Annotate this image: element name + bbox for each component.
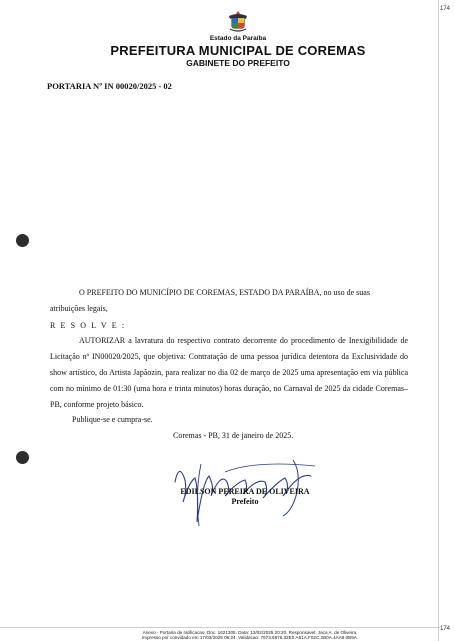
intro-paragraph-line2: atribuições legais, xyxy=(50,304,108,313)
page-bottom-edge xyxy=(0,627,440,628)
signatory-role: Prefeito xyxy=(231,497,259,506)
punch-hole xyxy=(16,451,29,464)
punch-hole xyxy=(16,234,29,247)
state-name: Estado da Paraíba xyxy=(209,35,267,42)
prefeitura-title: PREFEITURA MUNICIPAL DE COREMAS xyxy=(110,43,366,58)
publique-line: Publique-se e cumpra-se. xyxy=(72,415,153,424)
footer-line1: Anexo - Portaria de ratificacao. Doc. 1621305. Data: 13/02/2025 20:20. Responsavel: Jaca A. de Oliveira. xyxy=(142,630,358,635)
coat-of-arms-icon xyxy=(226,10,250,34)
intro-paragraph-line1: O PREFEITO DO MUNICÍPIO DE COREMAS, ESTADO DA PARAÍBA, no uso de suas xyxy=(79,288,370,297)
footer-line2: Impresso por convidado em 17/03/2025 08:24. Validacao: 7673.6876.32E0.A51A.F02C.2B0A.4AA9.0B9A. xyxy=(141,635,359,640)
autorizar-paragraph: AUTORIZAR a lavratura do respectivo contrato decorrente do procedimento de Inexigibilidade de Licitação nº IN00020/2025, que objetiva: Contratação de uma pessoa jurídica detentora da Exclusividade do show artístico, do Artista Japãozin, para realizar no dia 02 de março de 2025 uma apresentação em via pública com no mínimo de 01:30 (uma hora e trinta minutos) horas duração, no Carnaval de 2025 da cidade Coremas–PB, conforme projeto básico. xyxy=(50,336,408,409)
portaria-number: PORTARIA Nº IN 00020/2025 - 02 xyxy=(47,81,172,91)
signatory-name: EDILSON PEREIRA DE OLIVEIRA xyxy=(180,487,310,496)
resolve-heading: R E S O L V E : xyxy=(50,321,126,330)
page-right-edge xyxy=(438,0,439,641)
page-number-bottom: 174 xyxy=(440,626,451,632)
page-number-top: 174 xyxy=(440,6,451,12)
gabinete-subtitle: GABINETE DO PREFEITO xyxy=(186,58,290,68)
place-and-date: Coremas - PB, 31 de janeiro de 2025. xyxy=(173,431,294,440)
